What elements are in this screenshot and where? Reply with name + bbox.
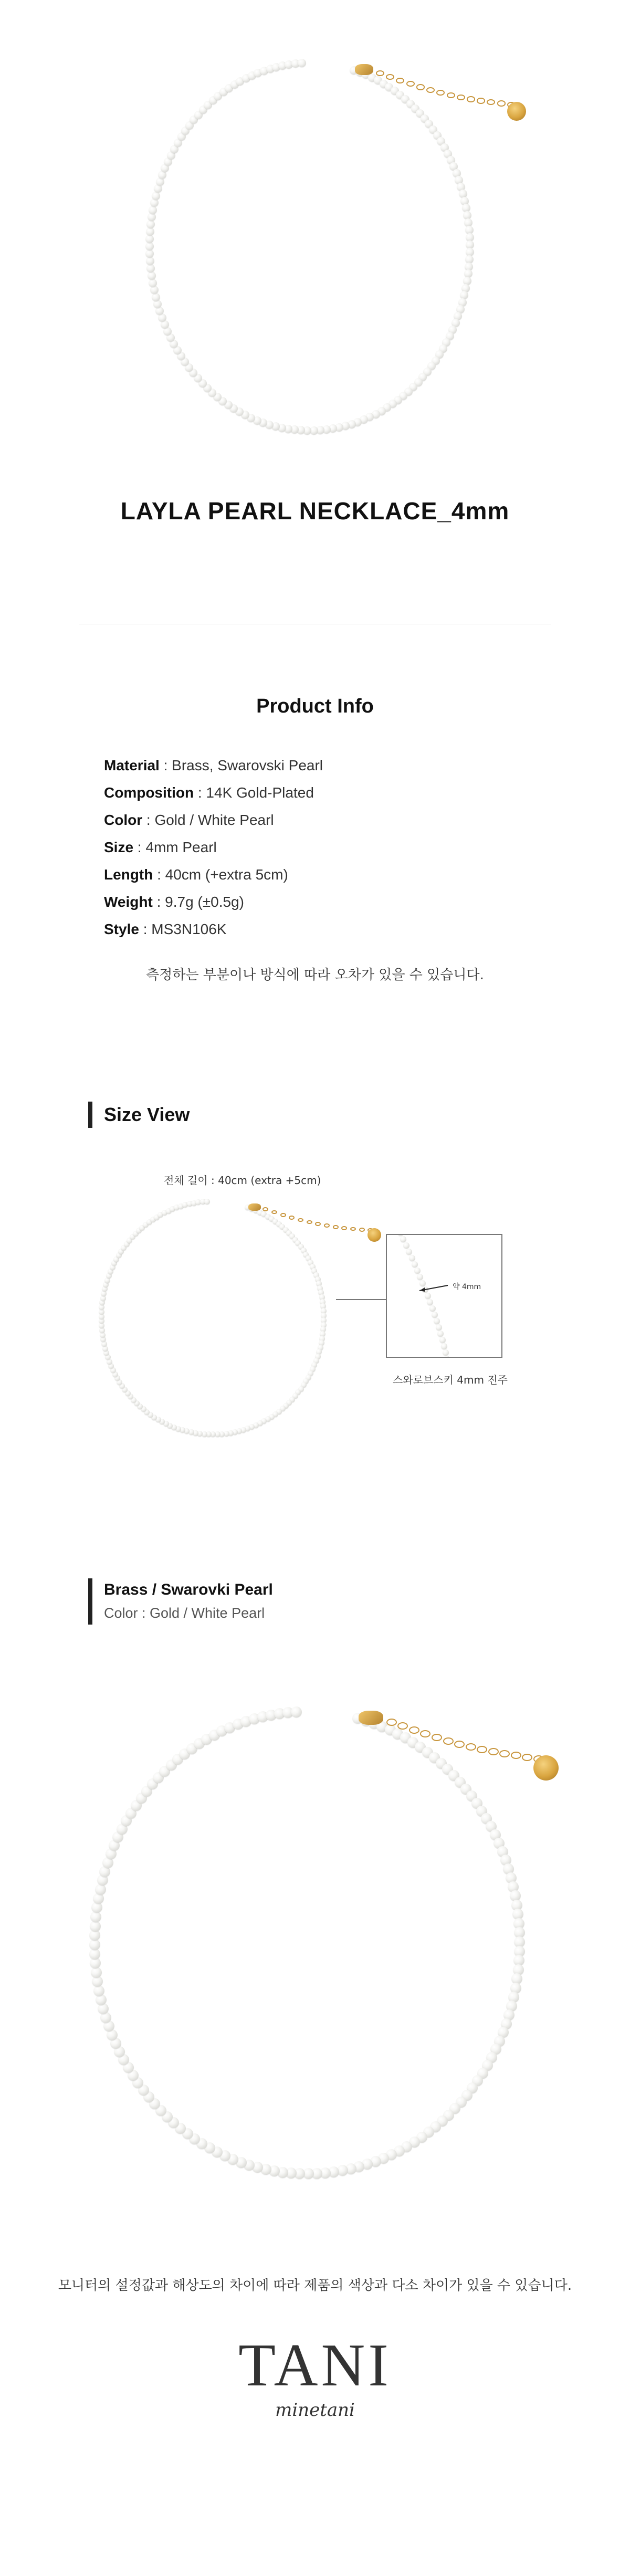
chain-link: [511, 1752, 521, 1759]
info-row-color: Color : Gold / White Pearl: [104, 812, 274, 828]
product-photo-top: [0, 0, 630, 462]
chain-link: [307, 1220, 312, 1224]
pearl-zoom-box: [386, 1234, 502, 1358]
pearl-bead: [152, 293, 160, 301]
chain-link: [426, 87, 435, 93]
chain-link: [333, 1225, 339, 1229]
chain-link: [315, 1222, 321, 1226]
info-row-length: Length : 40cm (+extra 5cm): [104, 866, 288, 883]
charm-icon: [507, 102, 526, 121]
pearl-bead: [145, 235, 154, 243]
chain-link: [409, 1726, 419, 1734]
pearl-bead: [298, 59, 306, 67]
pearl-bead: [434, 1318, 440, 1324]
logo-subtext: minetani: [275, 2400, 355, 2421]
pearl-bead: [417, 1274, 423, 1280]
chain-link: [457, 95, 465, 100]
pearl-bead: [146, 264, 155, 273]
logo-text: TANI: [238, 2332, 392, 2399]
variant-heading: [88, 1578, 273, 1625]
chain-link: [262, 1207, 268, 1211]
chain-link: [376, 70, 384, 76]
pearl-bead: [95, 1884, 106, 1895]
info-row-material: Material : Brass, Swarovski Pearl: [104, 757, 323, 773]
chain-link: [396, 78, 404, 83]
chain-link: [298, 1218, 303, 1222]
pearl-bead: [427, 1299, 433, 1305]
pearl-bead: [439, 1337, 446, 1343]
pearl-bead: [149, 279, 157, 287]
product-photo-large: [0, 1670, 630, 2184]
pearl-bead: [432, 1312, 438, 1318]
monitor-note: 모니터의 설정값과 해상도의 차이에 따라 제품의 색상과 다소 차이가 있을 수 있습니다.: [58, 2278, 572, 2294]
chain-link: [443, 1737, 454, 1745]
pearl-bead: [403, 1242, 410, 1249]
brand-logo: [0, 2331, 630, 2421]
pearl-bead: [409, 1255, 415, 1261]
chain-link: [447, 92, 455, 98]
pearl-bead: [414, 1268, 421, 1274]
pearl-bead: [149, 206, 157, 214]
pearl-bead: [90, 1911, 101, 1922]
chain-link: [488, 1748, 499, 1755]
pearl-bead: [146, 227, 154, 236]
chain-link: [487, 99, 495, 105]
chain-link: [416, 84, 425, 90]
charm-icon: [533, 1755, 559, 1781]
chain-link: [466, 1743, 476, 1751]
pearl-bead: [145, 242, 154, 250]
chain-link: [454, 1741, 465, 1748]
clasp-icon: [355, 64, 373, 75]
pearl-bead: [146, 257, 154, 265]
chain-link: [386, 74, 394, 80]
pearl-bead: [406, 1249, 412, 1255]
chain-link: [497, 100, 506, 106]
pearl-bead: [93, 1985, 104, 1996]
chain-link: [324, 1223, 330, 1228]
clasp-icon: [248, 1203, 261, 1211]
zoom-connector-line: [336, 1271, 388, 1302]
chain-link: [467, 96, 475, 102]
measurement-note: 측정하는 부분이나 방식에 따라 오차가 있을 수 있습니다.: [146, 967, 484, 983]
product-title: LAYLA PEARL NECKLACE_4mm: [120, 497, 510, 525]
chain-link: [350, 1227, 356, 1231]
size-view-title: Size View: [104, 1104, 190, 1125]
chain-link: [359, 1228, 365, 1232]
pearl-bead: [444, 1356, 450, 1358]
chain-link: [436, 90, 445, 96]
product-info-heading: Product Info: [256, 695, 374, 717]
clasp-icon: [359, 1711, 383, 1725]
pearl-bead: [152, 192, 160, 200]
pearl-bead: [148, 213, 156, 221]
chain-link: [280, 1213, 286, 1217]
size-view-heading: [88, 1102, 190, 1128]
chain-link: [289, 1216, 295, 1220]
zoom-caption: 스와로브스키 4mm 진주: [393, 1374, 508, 1386]
pearl-bead: [436, 1324, 442, 1331]
chain-link: [432, 1734, 442, 1741]
pearl-bead: [204, 1199, 210, 1205]
pearl-bead: [400, 1236, 406, 1242]
product-info-list: [104, 752, 323, 943]
length-caption: 전체 길이 : 40cm (extra +5cm): [164, 1174, 321, 1187]
info-row-weight: Weight : 9.7g (±0.5g): [104, 894, 244, 910]
pearl-size-label: 약 4mm: [453, 1283, 481, 1291]
chain-link: [397, 1722, 408, 1730]
info-row-composition: Composition : 14K Gold-Plated: [104, 784, 314, 801]
chain-link: [406, 81, 415, 87]
pearl-bead: [91, 1967, 102, 1978]
chain-link: [271, 1210, 277, 1214]
chain-link: [420, 1730, 430, 1737]
chain-link: [522, 1754, 532, 1761]
size-arrow-icon: [418, 1283, 450, 1294]
variant-title: Brass / Swarovki Pearl: [104, 1581, 273, 1598]
pearl-bead: [146, 220, 155, 228]
variant-color: Color : Gold / White Pearl: [104, 1605, 265, 1621]
chain-link: [477, 1746, 487, 1753]
size-view-photo: [100, 1187, 373, 1439]
chain-link: [341, 1226, 347, 1230]
pearl-bead: [145, 249, 154, 258]
pearl-bead: [437, 1331, 444, 1337]
pearl-bead: [150, 286, 159, 294]
charm-icon: [368, 1228, 381, 1242]
chain-link: [477, 98, 485, 103]
info-row-style: Style : MS3N106K: [104, 921, 227, 937]
pearl-bead: [148, 271, 156, 280]
pearl-bead: [443, 1349, 449, 1356]
pearl-bead: [291, 1706, 302, 1718]
pearl-bead: [429, 1305, 436, 1312]
chain-link: [386, 1719, 397, 1726]
info-row-size: Size : 4mm Pearl: [104, 839, 217, 855]
pearl-bead: [412, 1261, 418, 1268]
chain-link: [499, 1750, 510, 1757]
pearl-bead: [441, 1343, 447, 1349]
